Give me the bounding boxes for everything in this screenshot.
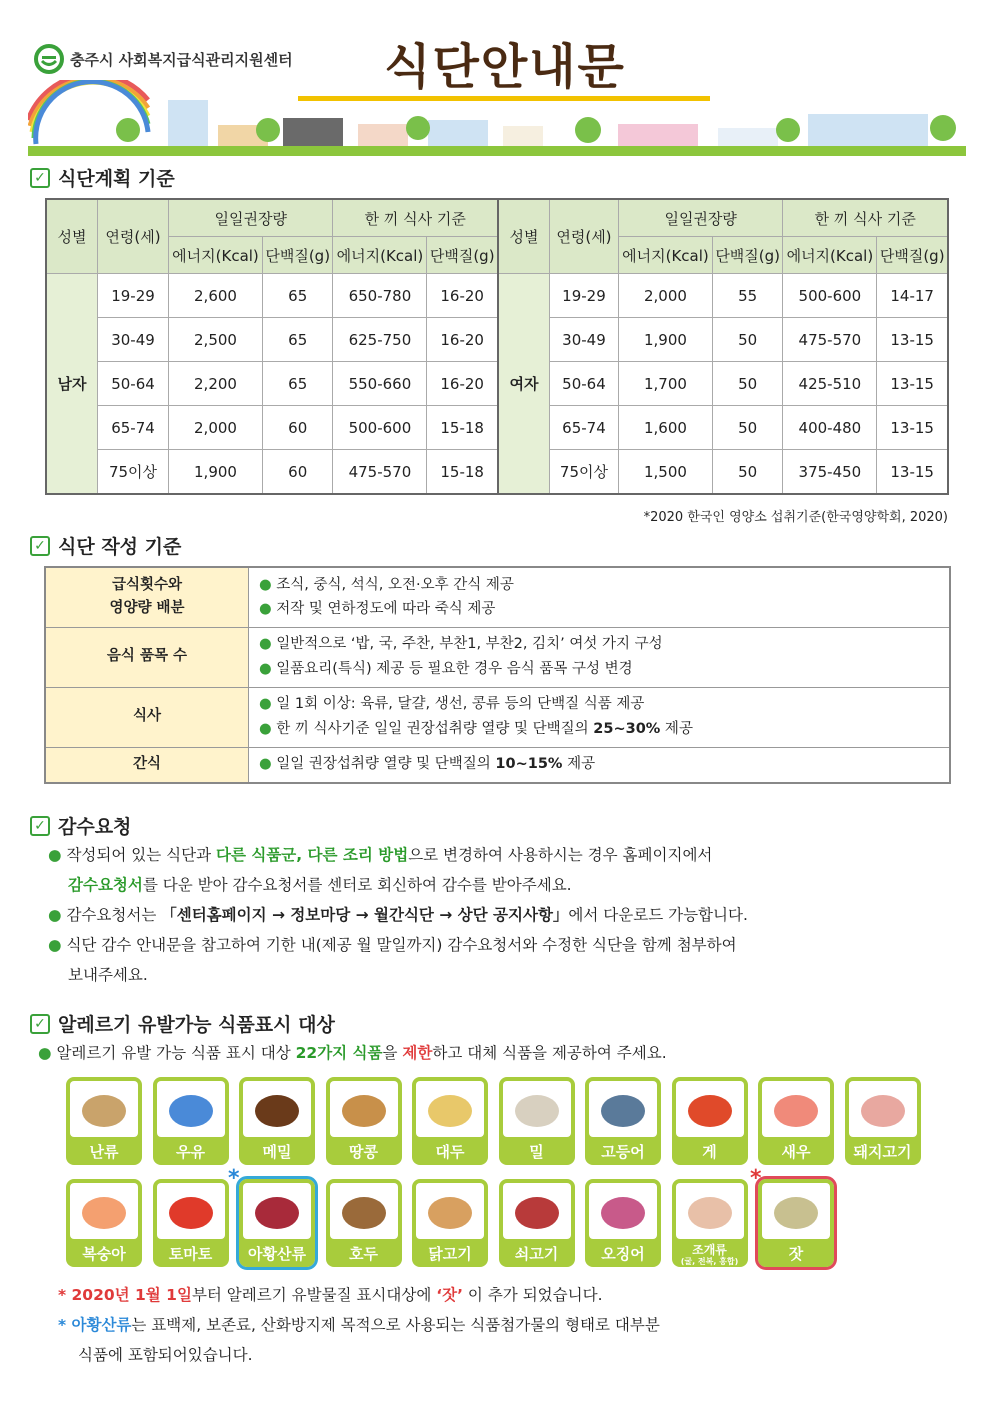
- cell: 19-29: [98, 274, 169, 318]
- value-line: 제공: [660, 721, 693, 737]
- allergen-label: [326, 1239, 402, 1267]
- text: 을: [382, 1044, 403, 1062]
- allergen-label: [66, 1239, 142, 1267]
- bullet-icon: ●: [48, 936, 67, 954]
- allergen-label: [412, 1137, 488, 1165]
- allergen-name: 메밀: [262, 1142, 292, 1161]
- allergy-notes: [58, 1280, 958, 1370]
- th-meal: 한 끼 식사 기준: [333, 199, 498, 237]
- text: 으로 변경하여 사용하시는 경우 홈페이지에서: [408, 846, 713, 864]
- allergen-label: [66, 1137, 142, 1165]
- egg-basket-icon: [70, 1081, 138, 1137]
- allergen-tile: [758, 1077, 834, 1165]
- allergen-tile: [758, 1179, 834, 1267]
- allergen-tile: [499, 1179, 575, 1267]
- allergen-name: 새우: [781, 1142, 811, 1161]
- th-protein: 단백질(g): [262, 237, 332, 274]
- allergen-label: [326, 1137, 402, 1165]
- value-line: 제공: [562, 756, 596, 773]
- allergen-label: [672, 1137, 748, 1165]
- th-energy: 에너지(Kcal): [783, 237, 877, 274]
- allergen-tile: [412, 1179, 488, 1267]
- table-row: [45, 747, 950, 783]
- section-reduce-title: 감수요청: [58, 816, 132, 838]
- th-energy: 에너지(Kcal): [169, 237, 263, 274]
- shellfish-note: (굴, 전복, 홍합): [680, 1256, 739, 1266]
- cell: 15-18: [427, 406, 498, 450]
- bullet-icon: ●: [259, 721, 277, 737]
- bullet-icon: ●: [48, 846, 67, 864]
- allergen-tile: [66, 1179, 142, 1267]
- female-label: 여자: [498, 274, 550, 495]
- text: 알레르기 유발 가능 식품 표시 대상: [56, 1044, 296, 1062]
- table-row: [46, 450, 948, 495]
- allergen-tile: [326, 1077, 402, 1165]
- allergen-name: 닭고기: [428, 1244, 472, 1263]
- allergen-tile: [845, 1077, 921, 1165]
- allergen-tile: [499, 1077, 575, 1165]
- cell: 16-20: [427, 318, 498, 362]
- cell: 625-750: [333, 318, 427, 362]
- peach-icon: [70, 1183, 138, 1239]
- allergen-label: [585, 1137, 661, 1165]
- section-reduce-heading: [30, 812, 131, 839]
- allergen-label: [153, 1239, 229, 1267]
- reduce-text: [48, 840, 948, 990]
- cell: 65: [262, 362, 332, 406]
- cell: 650-780: [333, 274, 427, 318]
- text: 보내주세요.: [68, 966, 148, 984]
- criteria-key: 음식 품목 수: [45, 627, 249, 687]
- value-line: 한 끼 식사기준 일일 권장섭취량 열량 및 단백질의: [276, 721, 594, 737]
- checkbox-icon: ✓: [30, 816, 50, 836]
- bullet-icon: ●: [259, 636, 277, 653]
- allergen-tile: [66, 1077, 142, 1165]
- text: 는 표백제, 보존료, 산화방지제 목적으로 사용되는 식품첨가물의 형태로 대부분: [131, 1316, 660, 1334]
- pine-nut-icon: [762, 1183, 830, 1239]
- value-line: 조식, 중식, 석식, 오전·오후 간식 제공: [276, 576, 514, 593]
- th-meal-f: 한 끼 식사 기준: [783, 199, 948, 237]
- section-criteria-title: 식단 작성 기준: [58, 536, 182, 558]
- cell: 16-20: [427, 274, 498, 318]
- allergen-name: 토마토: [168, 1244, 213, 1263]
- cell: 2,000: [169, 406, 263, 450]
- value-line: 일일 권장섭취량 열량 및 단백질의: [276, 756, 496, 773]
- cell: 50-64: [549, 362, 618, 406]
- allergen-name: 조개류: [692, 1242, 727, 1257]
- section-plan-heading: [30, 164, 175, 191]
- allergen-tile: [585, 1179, 661, 1267]
- allergen-label: [239, 1137, 315, 1165]
- allergen-name: 잣: [788, 1244, 804, 1263]
- cell: 75이상: [98, 450, 169, 495]
- criteria-value: [249, 687, 951, 747]
- allergen-name: 오징어: [601, 1244, 645, 1263]
- allergen-tile: [326, 1179, 402, 1267]
- text-emph: ‘잣’: [436, 1286, 463, 1304]
- flour-icon: [503, 1081, 571, 1137]
- text-emph: 아황산류: [71, 1316, 132, 1334]
- cell: 13-15: [877, 362, 948, 406]
- cell: 50: [712, 362, 782, 406]
- cell: 13-15: [877, 450, 948, 495]
- text-emph: 「센터홈페이지 → 정보마당 → 월간식단 → 상단 공지사항」: [161, 906, 569, 924]
- cell: 475-570: [783, 318, 877, 362]
- value-line: 일 1회 이상: 육류, 달걀, 생선, 콩류 등의 단백질 식품 제공: [276, 696, 645, 713]
- bullet-icon: ●: [38, 1044, 57, 1062]
- header: [0, 0, 992, 160]
- key-line: 영양량 배분: [109, 600, 185, 617]
- allergen-label: [585, 1239, 661, 1267]
- asterisk-icon: *: [58, 1286, 72, 1304]
- cell: 50-64: [98, 362, 169, 406]
- cell: 500-600: [783, 274, 877, 318]
- cell: 1,700: [618, 362, 712, 406]
- checkbox-icon: ✓: [30, 1014, 50, 1034]
- text: 식품에 포함되어있습니다.: [78, 1346, 253, 1364]
- th-daily: 일일권장량: [169, 199, 333, 237]
- value-emph: 10~15%: [495, 756, 563, 773]
- criteria-key: 간식: [45, 747, 249, 783]
- checkbox-icon: ✓: [30, 168, 50, 188]
- cell: 425-510: [783, 362, 877, 406]
- cell: 65: [262, 274, 332, 318]
- crab-icon: [676, 1081, 744, 1137]
- allergen-name: 호두: [349, 1244, 378, 1263]
- allergen-name: 난류: [89, 1142, 119, 1161]
- section-allergy-title: 알레르기 유발가능 식품표시 대상: [58, 1014, 335, 1036]
- cell: 475-570: [333, 450, 427, 495]
- text: 이 추가 되었습니다.: [463, 1286, 603, 1304]
- text: 작성되어 있는 식단과: [66, 846, 216, 864]
- allergen-label: [153, 1137, 229, 1165]
- th-sex-f: 성별: [498, 199, 550, 274]
- cell: 1,500: [618, 450, 712, 495]
- table-row: [46, 406, 948, 450]
- male-label: 남자: [46, 274, 98, 495]
- table-row: [45, 567, 950, 627]
- pork-icon: [849, 1081, 917, 1137]
- allergen-name: 땅콩: [349, 1142, 378, 1161]
- beef-icon: [503, 1183, 571, 1239]
- allergen-name: 쇠고기: [514, 1244, 559, 1263]
- cell: 1,600: [618, 406, 712, 450]
- bullet-icon: ●: [259, 696, 277, 713]
- mackerel-icon: [589, 1081, 657, 1137]
- cell: 30-49: [98, 318, 169, 362]
- criteria-value: [249, 747, 951, 783]
- section-plan-title: 식단계획 기준: [58, 168, 175, 190]
- org-label: 충주시 사회복지급식관리지원센터: [70, 50, 293, 69]
- value-line: 일반적으로 ‘밥, 국, 주찬, 부찬1, 부찬2, 김치’ 여섯 가지 구성: [276, 636, 663, 653]
- table-row: [45, 627, 950, 687]
- buckwheat-icon: [243, 1081, 311, 1137]
- cell: 75이상: [549, 450, 618, 495]
- text-emph: 22가지 식품: [295, 1044, 383, 1062]
- cell: 50: [712, 450, 782, 495]
- allergen-tile: [239, 1077, 315, 1165]
- value-line: 일품요리(특식) 제공 등 필요한 경우 음식 품목 구성 변경: [276, 661, 633, 677]
- allergen-name: 고등어: [601, 1142, 645, 1161]
- allergen-label: [758, 1239, 834, 1267]
- cell: 55: [712, 274, 782, 318]
- allergen-name: 대두: [435, 1142, 465, 1161]
- allergen-label: [758, 1137, 834, 1165]
- cell: 1,900: [618, 318, 712, 362]
- smile-logo-icon: [34, 44, 64, 74]
- criteria-value: [249, 627, 951, 687]
- chicken-icon: [416, 1183, 484, 1239]
- allergen-label: [845, 1137, 921, 1165]
- bullet-icon: ●: [48, 906, 67, 924]
- value-line: 저작 및 연하정도에 따라 죽식 제공: [276, 601, 496, 618]
- allergen-tile: [239, 1179, 315, 1267]
- text-emph: 2020년 1월 1일: [71, 1286, 192, 1304]
- th-age: 연령(세): [98, 199, 169, 274]
- soybean-icon: [416, 1081, 484, 1137]
- criteria-key: [45, 567, 249, 627]
- shrimp-icon: [762, 1081, 830, 1137]
- th-age-f: 연령(세): [549, 199, 618, 274]
- cell: 550-660: [333, 362, 427, 406]
- cell: 400-480: [783, 406, 877, 450]
- cell: 65-74: [98, 406, 169, 450]
- allergen-tile: [585, 1077, 661, 1165]
- table-row: [46, 318, 948, 362]
- text: 에서 다운로드 가능합니다.: [568, 906, 748, 924]
- text-emph: 제한: [402, 1044, 433, 1062]
- table-row: [46, 274, 948, 318]
- th-energy: 에너지(Kcal): [618, 237, 712, 274]
- th-daily-f: 일일권장량: [618, 199, 782, 237]
- text: 부터 알레르기 유발물질 표시대상에: [191, 1286, 437, 1304]
- text-emph: 감수요청서: [68, 876, 143, 894]
- cell: 13-15: [877, 406, 948, 450]
- allergen-name: 우유: [176, 1142, 205, 1161]
- cell: 2,000: [618, 274, 712, 318]
- table-row: [46, 362, 948, 406]
- cell: 15-18: [427, 450, 498, 495]
- cell: 50: [712, 406, 782, 450]
- cell: 2,600: [169, 274, 263, 318]
- criteria-value: [249, 567, 951, 627]
- squid-icon: [589, 1183, 657, 1239]
- cell: 60: [262, 450, 332, 495]
- bullet-icon: ●: [259, 601, 277, 618]
- allergen-tile: [672, 1077, 748, 1165]
- section-criteria-heading: [30, 532, 181, 559]
- asterisk-icon: *: [58, 1316, 72, 1334]
- text: 를 다운 받아 감수요청서를 센터로 회신하여 감수를 받아주세요.: [142, 876, 572, 894]
- allergen-tile: [412, 1077, 488, 1165]
- value-emph: 25~30%: [593, 721, 661, 737]
- tomato-icon: [157, 1183, 225, 1239]
- shellfish-icon: [676, 1183, 744, 1239]
- checkbox-icon: ✓: [30, 536, 50, 556]
- cell: 60: [262, 406, 332, 450]
- allergen-label: [499, 1137, 575, 1165]
- asterisk-icon: *: [228, 1166, 240, 1191]
- allergen-tile: [153, 1179, 229, 1267]
- org-name: [34, 44, 293, 74]
- cell: 19-29: [549, 274, 618, 318]
- allergen-name: 돼지고기: [853, 1142, 912, 1161]
- table-row: [45, 687, 950, 747]
- cell: 50: [712, 318, 782, 362]
- wine-bottle-icon: [243, 1183, 311, 1239]
- key-line: 급식횟수와: [111, 577, 183, 594]
- cell: 65: [262, 318, 332, 362]
- allergen-label: [239, 1239, 315, 1267]
- cell: 1,900: [169, 450, 263, 495]
- th-protein: 단백질(g): [712, 237, 782, 274]
- cell: 65-74: [549, 406, 618, 450]
- allergen-label: [412, 1239, 488, 1267]
- text: 하고 대체 식품을 제공하여 주세요.: [432, 1044, 667, 1062]
- peanut-icon: [330, 1081, 398, 1137]
- section-allergy-heading: [30, 1010, 335, 1037]
- allergen-tile: [153, 1077, 229, 1165]
- allergen-name: 아황산류: [248, 1244, 306, 1263]
- cell: 500-600: [333, 406, 427, 450]
- criteria-table: [44, 566, 951, 784]
- cell: 14-17: [877, 274, 948, 318]
- criteria-key: 식사: [45, 687, 249, 747]
- th-protein: 단백질(g): [427, 237, 498, 274]
- source-note: *2020 한국인 영양소 섭취기준(한국영양학회, 2020): [643, 510, 948, 525]
- cell: 2,200: [169, 362, 263, 406]
- allergen-label: [499, 1239, 575, 1267]
- allergen-name: 밀: [529, 1142, 544, 1161]
- text-emph: 다른 식품군, 다른 조리 방법: [216, 846, 409, 864]
- page-title: 식단안내문: [384, 39, 626, 95]
- diet-plan-table: [45, 198, 949, 495]
- allergen-label: [672, 1239, 748, 1267]
- cell: 2,500: [169, 318, 263, 362]
- allergen-tile: [672, 1179, 748, 1267]
- th-energy: 에너지(Kcal): [333, 237, 427, 274]
- asterisk-icon: *: [750, 1166, 762, 1191]
- cell: 13-15: [877, 318, 948, 362]
- bullet-icon: ●: [259, 661, 277, 677]
- cell: 30-49: [549, 318, 618, 362]
- allergen-name: 복숭아: [82, 1244, 126, 1263]
- allergen-name: 게: [702, 1142, 717, 1161]
- cell: 375-450: [783, 450, 877, 495]
- town-illustration: [28, 80, 966, 156]
- th-sex: 성별: [46, 199, 98, 274]
- text: 식단 감수 안내문을 참고하여 기한 내(제공 월 말일까지) 감수요청서와 수정한 식단을 함께 첨부하여: [66, 936, 737, 954]
- text: 감수요청서는: [66, 906, 162, 924]
- allergy-intro: [38, 1038, 938, 1068]
- bullet-icon: ●: [259, 756, 277, 773]
- bullet-icon: ●: [259, 576, 277, 593]
- walnut-icon: [330, 1183, 398, 1239]
- cell: 16-20: [427, 362, 498, 406]
- th-protein: 단백질(g): [877, 237, 948, 274]
- milk-carton-icon: [157, 1081, 225, 1137]
